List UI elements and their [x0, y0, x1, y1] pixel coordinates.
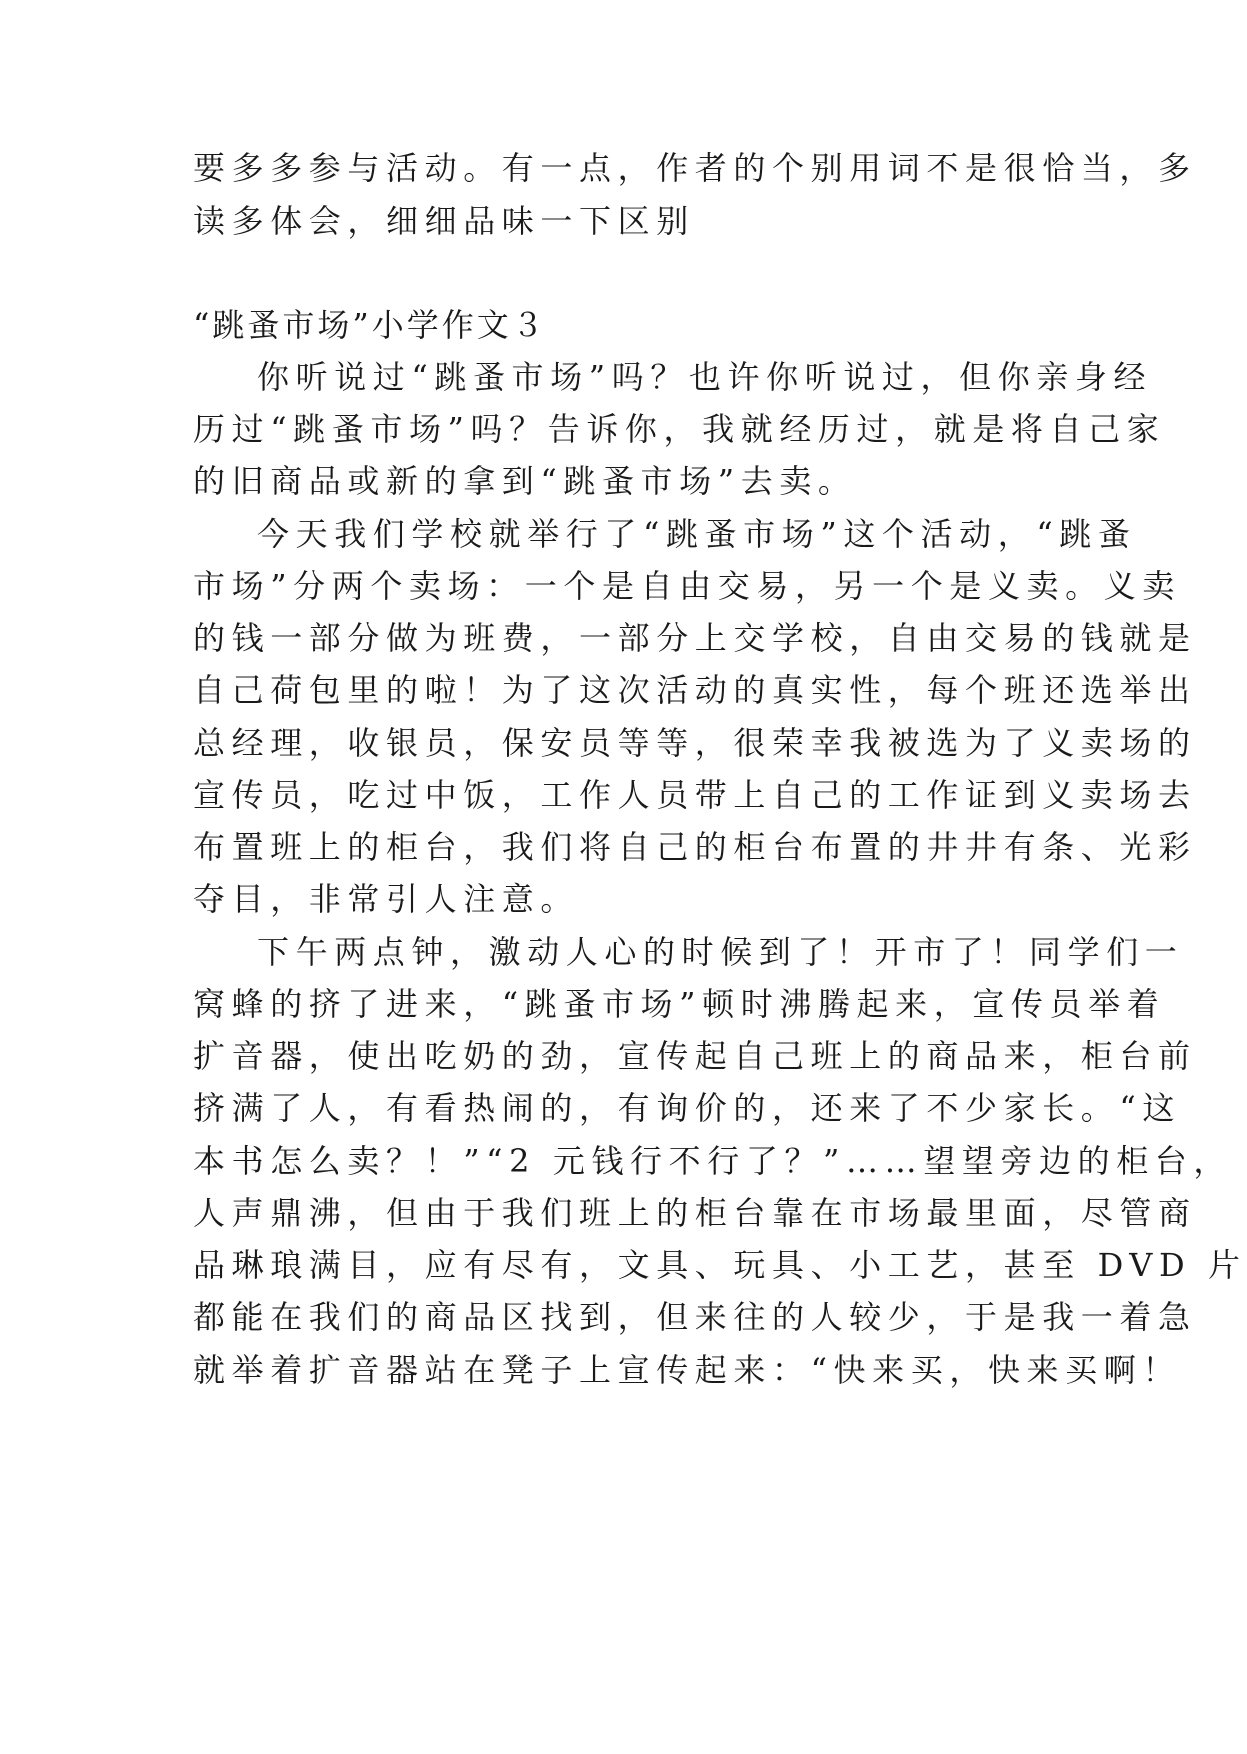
paragraph-3-line-2: 窝蜂的挤了进来，“跳蚤市场”顿时沸腾起来，宣传员举着 [193, 985, 1166, 1023]
paragraph-2-line-8: 夺目，非常引人注意。 [193, 880, 580, 918]
paragraph-2-line-2: 市场”分两个卖场：一个是自由交易，另一个是义卖。义卖 [193, 567, 1181, 605]
paragraph-2-line-3: 的钱一部分做为班费，一部分上交学校，自由交易的钱就是 [193, 619, 1197, 657]
paragraph-2-line-7: 布置班上的柜台，我们将自己的柜台布置的井井有条、光彩 [193, 828, 1197, 866]
paragraph-3-line-7: 品琳琅满目，应有尽有，文具、玩具、小工艺，甚至 DVD 片 [193, 1246, 1247, 1284]
paragraph-1-line-3: 的旧商品或新的拿到“跳蚤市场”去卖。 [193, 462, 857, 500]
paragraph-3-line-4: 挤满了人，有看热闹的，有询价的，还来了不少家长。“这 [193, 1089, 1181, 1127]
paragraph-3-line-1: 下午两点钟，激动人心的时候到了！开市了！同学们一 [257, 933, 1184, 971]
paragraph-3-line-3: 扩音器，使出吃奶的劲，宣传起自己班上的商品来，柜台前 [193, 1037, 1197, 1075]
intro-line-2: 读多体会，细细品味一下区别 [193, 202, 695, 240]
paragraph-2-line-1: 今天我们学校就举行了“跳蚤市场”这个活动，“跳蚤 [257, 515, 1137, 553]
paragraph-2-line-6: 宣传员，吃过中饭，工作人员带上自己的工作证到义卖场去 [193, 776, 1197, 814]
paragraph-3-line-5: 本书怎么卖？！”“2 元钱行不行了？”……望望旁边的柜台， [193, 1142, 1233, 1180]
paragraph-2-line-5: 总经理，收银员，保安员等等，很荣幸我被选为了义卖场的 [193, 724, 1197, 762]
paragraph-1-line-2: 历过“跳蚤市场”吗？告诉你，我就经历过，就是将自己家 [193, 410, 1166, 448]
paragraph-1-line-1: 你听说过“跳蚤市场”吗？也许你听说过，但你亲身经 [257, 358, 1153, 396]
paragraph-3-line-6: 人声鼎沸，但由于我们班上的柜台靠在市场最里面，尽管商 [193, 1194, 1197, 1232]
intro-line-1: 要多多参与活动。有一点，作者的个别用词不是很恰当，多 [193, 149, 1197, 187]
paragraph-3-line-9: 就举着扩音器站在凳子上宣传起来：“快来买，快来买啊！ [193, 1351, 1181, 1389]
paragraph-2-line-4: 自己荷包里的啦！为了这次活动的真实性，每个班还选举出 [193, 671, 1197, 709]
essay-title: “跳蚤市场”小学作文３ [193, 306, 547, 344]
paragraph-3-line-8: 都能在我们的商品区找到，但来往的人较少，于是我一着急 [193, 1298, 1197, 1336]
